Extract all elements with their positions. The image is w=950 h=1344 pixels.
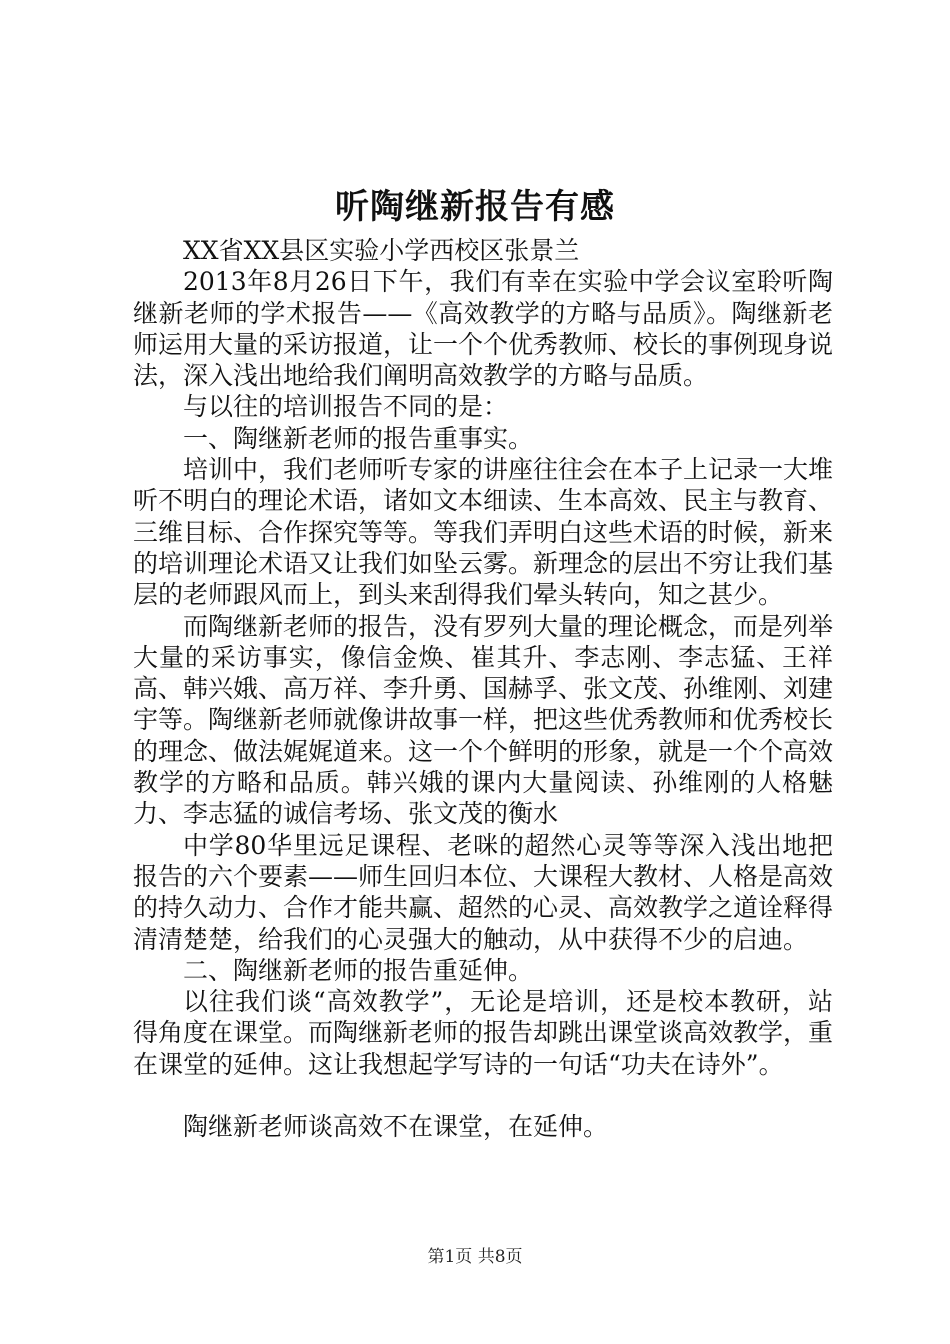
document-title: 听陶继新报告有感	[335, 187, 615, 227]
author-line: XX省XX县区实验小学西校区张景兰	[183, 236, 580, 265]
section-heading: 一、陶继新老师的报告重事实。	[183, 423, 534, 453]
paragraph: 而陶继新老师的报告，没有罗列大量的理论概念，而是列举大量的采访事实，像信金焕、崔其升、李志刚、李志猛、王祥高、韩兴娥、高万祥、李升勇、国赫孚、张文茂、孙维刚、刘建宇等。陶继新老师就像讲故事一样，把这些优秀教师和优秀校长的理念、做法娓娓道来。这一个个鲜明的形象，就是一个个高效教学的方略和品质。韩兴娥的课内大量阅读、孙维刚的人格魅力、李志猛的诚信考场、张文茂的衡水	[133, 611, 834, 829]
paragraph: 陶继新老师谈高效不在课堂，在延伸。	[183, 1112, 609, 1142]
paragraph: 中学80华里远足课程、老咪的超然心灵等等深入浅出地把报告的六个要素——师生回归本位、大课程大教材、人格是高效的持久动力、合作才能共赢、超然的心灵、高效教学之道诠释得清清楚楚，给我们的心灵强大的触动，从中获得不少的启迪。	[133, 830, 834, 954]
document-body	[133, 235, 833, 1142]
paragraph: 与以往的培训报告不同的是：	[183, 392, 509, 422]
page-footer: 第1页 共8页	[427, 1247, 523, 1267]
paragraph: 培训中，我们老师听专家的讲座往往会在本子上记录一大堆听不明白的理论术语，诸如文本细读、生本高效、民主与教育、三维目标、合作探究等等。等我们弄明白这些术语的时候，新来的培训理论术语又让我们如坠云雾。新理念的层出不穷让我们基层的老师跟风而上，到头来刮得我们晕头转向，知之甚少。	[133, 455, 834, 610]
paragraph: 以往我们谈“高效教学”，无论是培训，还是校本教研，站得角度在课堂。而陶继新老师的报告却跳出课堂谈高效教学，重在课堂的延伸。这让我想起学写诗的一句话“功夫在诗外”。	[133, 987, 834, 1079]
paragraph: 2013年8月26日下午，我们有幸在实验中学会议室聆听陶继新老师的学术报告——《高效教学的方略与品质》。陶继新老师运用大量的采访报道，让一个个优秀教师、校长的事例现身说法，深入浅出地给我们阐明高效教学的方略与品质。	[133, 267, 834, 391]
section-heading: 二、陶继新老师的报告重延伸。	[183, 955, 534, 985]
